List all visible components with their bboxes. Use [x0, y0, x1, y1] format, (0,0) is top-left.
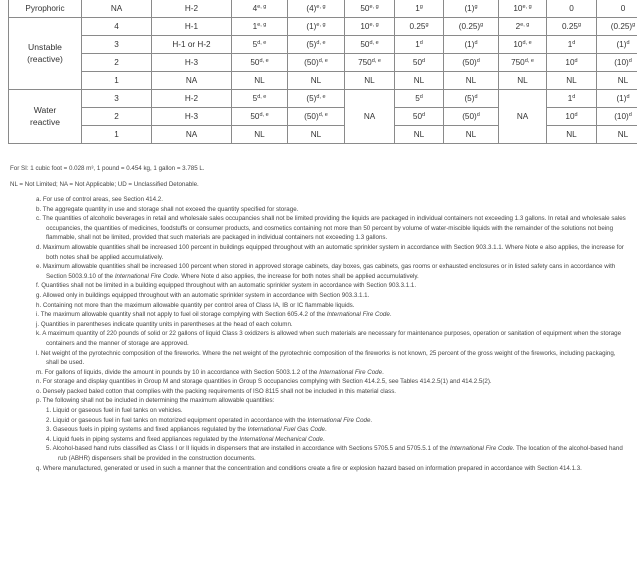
footnote-ref: d, e — [259, 112, 269, 118]
footnote-ref: e, g — [257, 22, 267, 28]
note-text: Gaseous fuels in piping systems and fixed appliances regulated by the — [52, 426, 248, 434]
footnote-ref: d — [422, 58, 426, 64]
note: m. For gallons of liquids, divide the amount in pounds by 10 in accordance with Section 5003.1.2 of the International Fire Code. — [36, 368, 384, 376]
table-cell — [232, 126, 288, 144]
table-cell — [547, 90, 597, 108]
table-cell — [597, 108, 637, 126]
note-key: l — [36, 349, 38, 357]
cell-value: NL — [413, 76, 425, 85]
table-cell — [82, 36, 152, 54]
cell-value: (0.25) — [610, 22, 633, 31]
cell-value: (1) — [616, 94, 627, 103]
note: g. Allowed only in buildings equipped throughout with an automatic sprinkler system in accordance with Section 903.3.1.1. — [36, 291, 370, 299]
table-cell — [547, 18, 597, 36]
cell-value: (0.25) — [458, 22, 481, 31]
note: o. Densely packed baled cotton that complies with the packing requirements of ISO 8115 shall not be included in this material class. — [36, 387, 397, 395]
note-text: The maximum allowable quantity shall not apply to fuel oil storage complying with Section 605.4.2 of the — [40, 311, 327, 319]
cell-value: NL — [310, 130, 322, 139]
cell-value: H-3 — [184, 58, 199, 67]
note-key: n — [36, 378, 40, 386]
table-cell — [152, 126, 232, 144]
cell-value: (50) — [304, 112, 319, 121]
note-text: . Where Note d also applies, the increase for both notes shall be applied accumulatively. — [177, 272, 419, 280]
note-text: Allowed only in buildings equipped throughout with an automatic sprinkler system in accordance with Section 903.3.1.1. — [42, 291, 370, 299]
note-key: 3 — [46, 426, 50, 434]
table-cell — [232, 54, 288, 72]
cell-value: 1 — [567, 40, 573, 49]
cell-value: 1 — [567, 94, 573, 103]
table-cell — [444, 72, 499, 90]
cell-value: 0.25 — [409, 22, 426, 31]
code-title: International Fire Code — [319, 368, 383, 376]
table-cell: NA — [499, 90, 547, 144]
note-text: A maximum quantity of 220 pounds of solid or 22 gallons of liquid Class 3 oxidizers is allowed when such materials are necessary for maintenance purposes, operation or sanitation of equipment when the storage containers and the manner of storage are approved. — [42, 330, 622, 347]
cell-value: 1 — [114, 76, 119, 85]
code-title: International Mechanical Code — [239, 435, 323, 443]
cell-value: (5) — [306, 40, 317, 49]
cell-value: 50 — [250, 112, 260, 121]
cell-value: NL — [566, 76, 577, 85]
table-cell — [444, 126, 499, 144]
footnote-ref: d — [476, 58, 480, 64]
material-label-line: reactive — [29, 116, 61, 127]
cell-value: NL — [465, 76, 477, 85]
footnote-ref: d — [628, 112, 632, 118]
footnote-ref: e, g — [369, 4, 379, 10]
table-cell — [232, 18, 288, 36]
note-text: The aggregate quantity in use and storage shall not exceed the quantity specified for storage. — [42, 205, 299, 213]
subnote: 3. Gaseous fuels in piping systems and fixed appliances regulated by the International Fuel Gas Code. — [46, 426, 327, 434]
table-cell — [152, 0, 232, 18]
table-cell — [82, 90, 152, 108]
footnote-ref: g — [480, 22, 484, 28]
table-cell — [395, 18, 444, 36]
table-cell — [232, 0, 288, 18]
subnote: 1. Liquid or gaseous fuel in fuel tanks on vehicles. — [46, 407, 183, 415]
cell-value: 3 — [114, 94, 119, 103]
table-cell — [597, 90, 637, 108]
note-text: Liquid or gaseous fuel in fuel tanks on vehicles. — [52, 407, 183, 415]
cell-value: (50) — [462, 58, 477, 67]
footnote-ref: d, e — [369, 40, 379, 46]
note-key: b — [36, 205, 40, 213]
note-text: . — [382, 368, 384, 376]
table-cell — [444, 108, 499, 126]
table-cell — [82, 126, 152, 144]
cell-value: (10) — [614, 58, 629, 67]
footnote-ref: d — [628, 58, 632, 64]
cell-value: NL — [517, 76, 528, 85]
cell-value: 10 — [360, 22, 370, 31]
cell-value: (1) — [616, 40, 627, 49]
table-cell — [395, 36, 444, 54]
table-cell — [499, 54, 547, 72]
note-key: h — [36, 301, 40, 309]
footnote-ref: d — [574, 58, 578, 64]
table-row — [9, 18, 637, 36]
table-cell — [82, 18, 152, 36]
cell-value: (4) — [306, 4, 317, 13]
cell-value: (5) — [306, 94, 317, 103]
note-key: c — [36, 215, 40, 223]
note-text: . — [389, 311, 392, 319]
table-cell — [547, 72, 597, 90]
cell-value: 50 — [412, 112, 423, 121]
table-cell — [597, 54, 637, 72]
note: n. For storage and display quantities in Group M and storage quantities in Group S occupancies complying with Section 414.2.5, see Tables 414.2.5(1) and 414.2.5(2). — [36, 378, 492, 386]
note-text: For gallons of liquids, divide the amount in pounds by 10 in accordance with Section 5003.1.2 of the — [44, 368, 320, 376]
note-text: Maximum allowable quantities shall be increased 100 percent in buildings equipped throughout with an automatic sprinkler system in accordance with Section 903.3.1.1. Where Note e also applies, the increase for both notes shall be applied accumulatively. — [42, 243, 624, 261]
footnote-ref: d — [626, 94, 630, 100]
cell-value: 4 — [114, 22, 119, 31]
cell-value: NL — [413, 130, 425, 139]
note-key: m — [36, 368, 42, 376]
cell-value: 750 — [358, 58, 372, 67]
table-cell — [288, 18, 345, 36]
table-cell — [152, 90, 232, 108]
note-key: j — [36, 320, 38, 328]
cell-value: (1) — [464, 40, 475, 49]
table-cell — [499, 36, 547, 54]
table-cell — [152, 108, 232, 126]
cell-value: (1) — [306, 22, 317, 31]
footnote-ref: e, g — [316, 22, 326, 28]
cell-value: 10 — [513, 40, 523, 49]
table-cell — [288, 36, 345, 54]
note-text: . — [322, 435, 325, 443]
footnote-ref: e, g — [520, 22, 530, 28]
footnote-ref: d — [572, 94, 576, 100]
cell-value: 50 — [360, 40, 370, 49]
footnote-ref: d, e — [318, 112, 328, 118]
note-key: q — [36, 464, 40, 472]
cell-value: H-1 or H-2 — [172, 40, 211, 49]
cell-value: H-2 — [184, 4, 199, 13]
table-cell — [395, 72, 444, 90]
cell-value: 10 — [565, 112, 575, 121]
table-cell — [82, 72, 152, 90]
note: c. The quantities of alcoholic beverages in retail and wholesale sales occupancies shall not be limited providing the liquids are packaged in individual containers not exceeding 1.3 gallons. In retail and wholesale sales occupancies, the quantities of medicines, foodstuffs or consumer products, and cosmetics containing not more than 50 percent by volume of water-miscible liquids with the remainder of the solutions not being flammable, shall not be limited, provided that such materials are packaged in individual containers not exceeding 1.3 gallons. — [36, 215, 626, 242]
material-label-line: Unstable — [28, 41, 62, 52]
note-text: Liquid fuels in piping systems and fixed appliances regulated by the — [52, 435, 240, 443]
subnote: 5. Alcohol-based hand rubs classified as Class I or II liquids in dispensers that are installed in accordance with Sections 5705.5 and 5705.5.1 of the International Fire Code. The location of the alcohol-based hand rub (ABHR) dispensers shall be provided in the construction documents. — [46, 445, 623, 463]
material-label — [9, 18, 82, 90]
footnote-ref: d — [419, 40, 423, 46]
note-key: 5 — [46, 445, 50, 453]
footnote-ref: d — [419, 94, 423, 100]
table-cell — [499, 72, 547, 90]
note-key: k — [36, 330, 40, 338]
note-text: Alcohol-based hand rubs classified as Class I or II liquids in dispensers that are installed in accordance with Sections 5705.5 and 5705.5.1 of the — [52, 445, 450, 453]
table-cell — [152, 18, 232, 36]
table-cell — [597, 0, 637, 18]
table-cell — [444, 90, 499, 108]
table-cell — [444, 18, 499, 36]
cell-value: 0.25 — [562, 22, 578, 31]
table-cell — [499, 0, 547, 18]
material-label: Pyrophoric — [9, 0, 82, 18]
note-text: Net weight of the pyrotechnic composition of the fireworks. Where the net weight of the pyrotechnic composition of the fireworks is not known, 25 percent of the gross weight of the fireworks, including packaging, shall be used. — [40, 349, 616, 367]
table-row — [9, 0, 637, 18]
cell-value: NL — [465, 130, 477, 139]
cell-value: (10) — [614, 112, 629, 121]
footnote-ref: d, e — [524, 58, 534, 64]
footnote-ref: d, e — [316, 94, 326, 100]
footnote-ref: e, g — [369, 22, 379, 28]
table-cell — [395, 108, 444, 126]
cell-value: 0 — [620, 4, 626, 13]
cell-value: NL — [364, 76, 375, 85]
note: j. Quantities in parentheses indicate quantity units in parentheses at the head of each column. — [36, 320, 293, 328]
note-text: For use of control areas, see Section 414.2. — [42, 196, 163, 203]
footnote-ref: d, e — [371, 58, 381, 64]
footnote-ref: e, g — [257, 4, 267, 10]
table-cell — [232, 36, 288, 54]
note: q. Where manufactured, generated or used in such a manner that the concentration and conditions create a fire or explosion hazard based on information prepared in accordance with Section 414.1.3. — [36, 464, 582, 472]
table-cell — [152, 72, 232, 90]
cell-value: NL — [310, 76, 322, 85]
footnote-ref: g — [577, 22, 581, 28]
table-cell — [345, 72, 395, 90]
table-cell — [345, 18, 395, 36]
footnote-ref: g — [425, 22, 429, 28]
note: i. The maximum allowable quantity shall not apply to fuel oil storage complying with Section 605.4.2 of the International Fire Code. — [36, 311, 392, 319]
cell-value: 2 — [114, 58, 119, 67]
cell-value: 50 — [360, 4, 370, 13]
cell-value: (50) — [304, 58, 319, 67]
table-cell — [152, 36, 232, 54]
note-key: d — [36, 243, 40, 251]
material-label-line: (reactive) — [27, 53, 63, 64]
note-text: Quantities shall not be limited in a building equipped throughout with an automatic sprinkler system in accordance with Section 903.3.1.1. — [41, 282, 417, 290]
note: f. Quantities shall not be limited in a building equipped throughout with an automatic sprinkler system in accordance with Section 903.3.1.1. — [36, 282, 417, 290]
note: k. A maximum quantity of 220 pounds of solid or 22 gallons of liquid Class 3 oxidizers is allowed when such materials are necessary for maintenance purposes, operation or sanitation of equipment when the storage containers and the manner of storage are approved. — [36, 330, 622, 347]
note: l. Net weight of the pyrotechnic composition of the fireworks. Where the net weight of the pyrotechnic composition of the fireworks is not known, 25 percent of the gross weight of the fireworks, including packaging, shall be used. — [36, 349, 616, 367]
code-title: International Fire Code — [114, 272, 178, 280]
table-cell — [288, 54, 345, 72]
cell-value: 50 — [250, 58, 260, 67]
cell-value: 1 — [252, 22, 258, 31]
note: a. For use of control areas, see Section 414.2. — [36, 196, 163, 203]
note-key: g — [36, 291, 40, 299]
cell-value: NA — [110, 4, 123, 13]
cell-value: NL — [617, 76, 629, 85]
code-title: International Fire Code — [326, 311, 390, 319]
cell-value: 2 — [114, 112, 119, 121]
si-conversion-note: For SI: 1 cubic foot = 0.028 m³, 1 pound = 0.454 kg, 1 gallon = 3.785 L. — [10, 165, 205, 172]
footnote-ref: g — [474, 4, 478, 10]
table-cell — [395, 0, 444, 18]
table-cell — [547, 54, 597, 72]
table-cell — [82, 0, 152, 18]
table-cell — [232, 90, 288, 108]
footnote-ref: d — [474, 94, 478, 100]
note-key: i — [36, 311, 38, 319]
table-row — [9, 54, 637, 72]
note-text: Densely packed baled cotton that complies with the packing requirements of ISO 8115 shall not be included in this material class. — [42, 387, 397, 395]
table-cell — [395, 90, 444, 108]
table-notes — [36, 195, 626, 473]
table-cell — [499, 18, 547, 36]
table-cell — [444, 36, 499, 54]
cell-value: H-2 — [184, 94, 199, 103]
note-key: a — [36, 196, 40, 203]
cell-value: 0 — [569, 4, 574, 13]
cell-value: 3 — [114, 40, 119, 49]
note-text: The quantities of alcoholic beverages in retail and wholesale sales occupancies shall not be limited providing the liquids are packaged in individual containers not exceeding 1.3 gallons. In retail and wholesale sales occupancies, the quantities of medicines, foodstuffs or consumer products, and cosmetics containing not more than 50 percent by volume of water-miscible liquids with the remainder of the solutions not being flammable, shall not be limited, provided that such materials are packaged in individual containers not exceeding 1.3 gallons. — [42, 215, 626, 242]
note-text: For storage and display quantities in Group M and storage quantities in Group S occupancies complying with Section 414.2.5, see Tables 414.2.5(1) and 414.2.5(2). — [42, 378, 492, 386]
material-label — [9, 90, 82, 144]
note: h. Containing not more than the maximum allowable quantity per control area of Class IA, IB or IC flammable liquids. — [36, 301, 355, 309]
footnote-ref: d, e — [316, 40, 326, 46]
cell-value: 5 — [252, 40, 258, 49]
footnote-ref: d — [574, 112, 578, 118]
note-text: Where manufactured, generated or used in such a manner that the concentration and conditions create a fire or explosion hazard based on information prepared in accordance with Section 414.1.3. — [42, 464, 582, 472]
footnote-ref: e, g — [522, 4, 532, 10]
cell-value: 50 — [412, 58, 423, 67]
abbreviations-note: NL = Not Limited; NA = Not Applicable; UD = Unclassified Detonable. — [10, 181, 199, 188]
table-cell — [288, 108, 345, 126]
cell-value: 10 — [565, 58, 575, 67]
note-key: e — [36, 263, 40, 271]
note-key: p — [36, 397, 40, 405]
footnote-ref: d, e — [257, 40, 267, 46]
table-cell — [232, 108, 288, 126]
table-cell — [597, 126, 637, 144]
note-text: Quantities in parentheses indicate quantity units in parentheses at the head of each column. — [40, 320, 293, 328]
table-cell — [82, 54, 152, 72]
table-row — [9, 90, 637, 108]
table-cell — [288, 0, 345, 18]
cell-value: NL — [254, 76, 265, 85]
note-key: 4 — [46, 435, 50, 443]
table-cell — [82, 108, 152, 126]
table-cell — [345, 54, 395, 72]
table-row — [9, 36, 637, 54]
cell-value: (1) — [464, 4, 475, 13]
cell-value: 5 — [415, 94, 420, 103]
table-cell — [288, 90, 345, 108]
footnote-ref: d — [476, 112, 480, 118]
code-title: International Fuel Gas Code — [247, 426, 325, 434]
table-row — [9, 72, 637, 90]
subnote: 4. Liquid fuels in piping systems and fixed appliances regulated by the International Mechanical Code. — [46, 435, 325, 443]
footnote-ref: g — [419, 4, 423, 10]
footnote-ref: e, g — [316, 4, 326, 10]
note-text: Maximum allowable quantities shall be increased 100 percent when stored in approved storage cabinets, day boxes, gas cabinets, gas rooms or exhausted enclosures or in listed safety cans in accordance with Section 5003.9.10 of the — [42, 263, 616, 280]
cell-value: 1 — [114, 130, 119, 139]
footnote-ref: d — [474, 40, 478, 46]
note-text: Liquid or gaseous fuel in fuel tanks on motorized equipment operated in accordance with the — [52, 416, 308, 424]
cell-value: 750 — [511, 58, 525, 67]
table-cell — [597, 36, 637, 54]
cell-value: 1 — [415, 4, 420, 13]
footnote-ref: g — [632, 22, 636, 28]
table-cell — [395, 126, 444, 144]
note: p. The following shall not be included in determining the maximum allowable quantities: — [36, 397, 275, 405]
footnote-ref: d, e — [257, 94, 267, 100]
table-cell — [395, 54, 444, 72]
material-label-line: Water — [33, 104, 57, 115]
table-cell — [232, 72, 288, 90]
cell-value: 4 — [252, 4, 258, 13]
subnote: 2. Liquid or gaseous fuel in fuel tanks on motorized equipment operated in accordance with the International Fire Code. — [46, 416, 373, 424]
table-cell — [547, 108, 597, 126]
footnote-ref: d, e — [318, 58, 328, 64]
note-key: o — [36, 387, 40, 395]
code-title: International Fire Code — [307, 416, 371, 424]
footnote-ref: d — [626, 40, 630, 46]
footnote-ref: d, e — [259, 58, 269, 64]
cell-value: NA — [185, 130, 198, 139]
table-cell — [288, 72, 345, 90]
note-text: Containing not more than the maximum allowable quantity per control area of Class IA, IB or IC flammable liquids. — [42, 301, 355, 309]
cell-value: 2 — [515, 22, 521, 31]
table-cell — [547, 36, 597, 54]
cell-value: NL — [617, 130, 629, 139]
footnote-ref: d, e — [522, 40, 532, 46]
cell-value: H-3 — [184, 112, 199, 121]
table-cell — [345, 0, 395, 18]
table-cell — [597, 72, 637, 90]
code-title: International Fire Code — [449, 445, 513, 453]
cell-value: 1 — [415, 40, 420, 49]
table-cell — [547, 0, 597, 18]
note: b. The aggregate quantity in use and storage shall not exceed the quantity specified for storage. — [36, 205, 299, 213]
note-text: . The location of the alcohol-based hand rub (ABHR) dispensers shall be provided in the construction documents. — [58, 445, 623, 463]
table-cell — [547, 126, 597, 144]
note-key: f — [36, 282, 38, 290]
cell-value: 10 — [513, 4, 523, 13]
cell-value: H-1 — [184, 22, 199, 31]
note: d. Maximum allowable quantities shall be increased 100 percent in buildings equipped throughout with an automatic sprinkler system in accordance with Section 903.3.1.1. Where Note e also applies, the increase for both notes shall be applied accumulatively. — [36, 243, 624, 261]
note-text: . — [324, 426, 327, 434]
cell-value: NL — [254, 130, 265, 139]
mac-table — [8, 0, 637, 144]
note-key: 2 — [46, 416, 50, 424]
footnote-ref: d — [572, 40, 576, 46]
note: e. Maximum allowable quantities shall be increased 100 percent when stored in approved storage cabinets, day boxes, gas cabinets, gas rooms or exhausted enclosures or in listed safety cans in accordance with Section 5003.9.10 of the International Fire Code. Where Note d also applies, the increase for both notes shall be applied accumulatively. — [36, 263, 616, 280]
table-cell — [444, 54, 499, 72]
table-cell — [597, 18, 637, 36]
table-cell — [444, 0, 499, 18]
note-text: . — [370, 416, 373, 424]
table-cell: NA — [345, 90, 395, 144]
table-cell — [152, 54, 232, 72]
table-cell — [345, 36, 395, 54]
cell-value: 5 — [252, 94, 258, 103]
cell-value: (50) — [462, 112, 477, 121]
cell-value: NL — [566, 130, 577, 139]
note-text: The following shall not be included in determining the maximum allowable quantities: — [42, 397, 275, 405]
footnote-ref: d — [422, 112, 426, 118]
cell-value: (5) — [464, 94, 475, 103]
table-cell — [288, 126, 345, 144]
cell-value: NA — [185, 76, 198, 85]
note-key: 1 — [46, 407, 50, 415]
